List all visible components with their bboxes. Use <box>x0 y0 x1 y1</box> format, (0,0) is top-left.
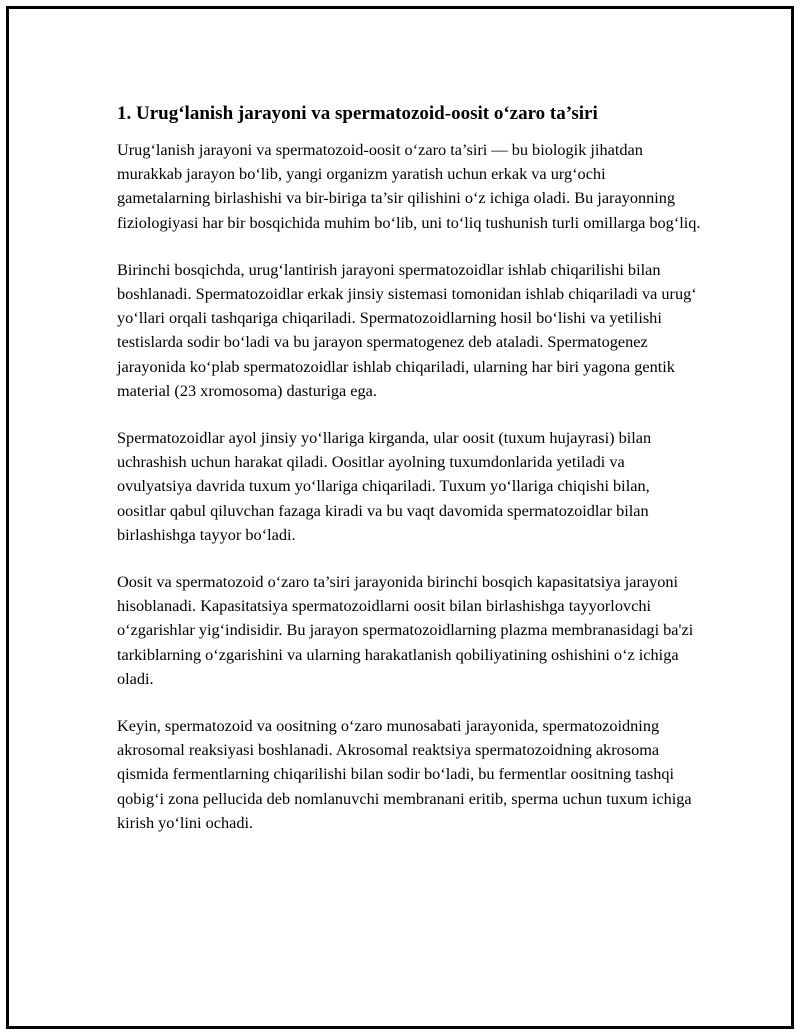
paragraph-5: Keyin, spermatozoid va oositning o‘zaro munosabati jarayonida, spermatozoidning akrosomal reaksiyasi boshlanadi. Akrosomal reaktsiya spermatozoidning akrosoma qismida fermentlarning chiqarilishi bilan sodir bo‘ladi, bu fermentlar oositning tashqi qobig‘i zona pellucida deb nomlanuvchi membranani eritib, sperma uchun tuxum ichiga kirish yo‘lini ochadi. <box>117 716 692 832</box>
section-title: 1. Urug‘lanish jarayoni va spermatozoid-oosit o‘zaro ta’siri <box>117 103 598 124</box>
paragraph-4: Oosit va spermatozoid o‘zaro ta’siri jarayonida birinchi bosqich kapasitatsiya jarayoni hisoblanadi. Kapasitatsiya spermatozoidlarni oosit bilan birlashishga tayyorlovchi o‘zgarishlar yig‘indisidir. Bu jarayon spermatozoidlarning plazma membranasidagi ba'zi tarkiblarning o‘zgarishini va ularning harakatlanish qobiliyatining oshishini o‘z ichiga oladi. <box>117 572 694 688</box>
paragraph-3: Spermatozoidlar ayol jinsiy yo‘llariga kirganda, ular oosit (tuxum hujayrasi) bilan uchrashish uchun harakat qiladi. Oositlar ayolning tuxumdonlarida yetiladi va ovulyatsiya davrida tuxum yo‘llariga chiqariladi. Tuxum yo‘llariga chiqishi bilan, oositlar qabul qiluvchan fazaga kiradi va bu vaqt davomida spermatozoidlar bilan birlashishga tayyor bo‘ladi. <box>117 428 652 544</box>
page-frame <box>6 6 794 1029</box>
paragraph-2: Birinchi bosqichda, urug‘lantirish jarayoni spermatozoidlar ishlab chiqarilishi bilan boshlanadi. Spermatozoidlar erkak jinsiy sistemasi tomonidan ishlab chiqariladi va urug‘ yo‘llari orqali tashqariga chiqariladi. Spermatozoidlarning hosil bo‘lishi va yetilishi testislarda sodir bo‘ladi va bu jarayon spermatogenez deb ataladi. Spermatogenez jarayonida ko‘plab spermatozoidlar ishlab chiqariladi, ularning har biri yagona gentik material (23 xromosoma) dasturiga ega. <box>117 259 697 400</box>
document-body <box>117 101 702 858</box>
paragraph-1: Urug‘lanish jarayoni va spermatozoid-oosit o‘zaro ta’siri — bu biologik jihatdan murakkab jarayon bo‘lib, yangi organizm yaratish uchun erkak va urg‘ochi gametalarning birlashishi va bir-biriga ta’sir qilishini o‘z ichiga oladi. Bu jarayonning fiziologiyasi har bir bosqichida muhim bo‘lib, uni to‘liq tushunish turli omillarga bog‘liq. <box>117 140 701 232</box>
